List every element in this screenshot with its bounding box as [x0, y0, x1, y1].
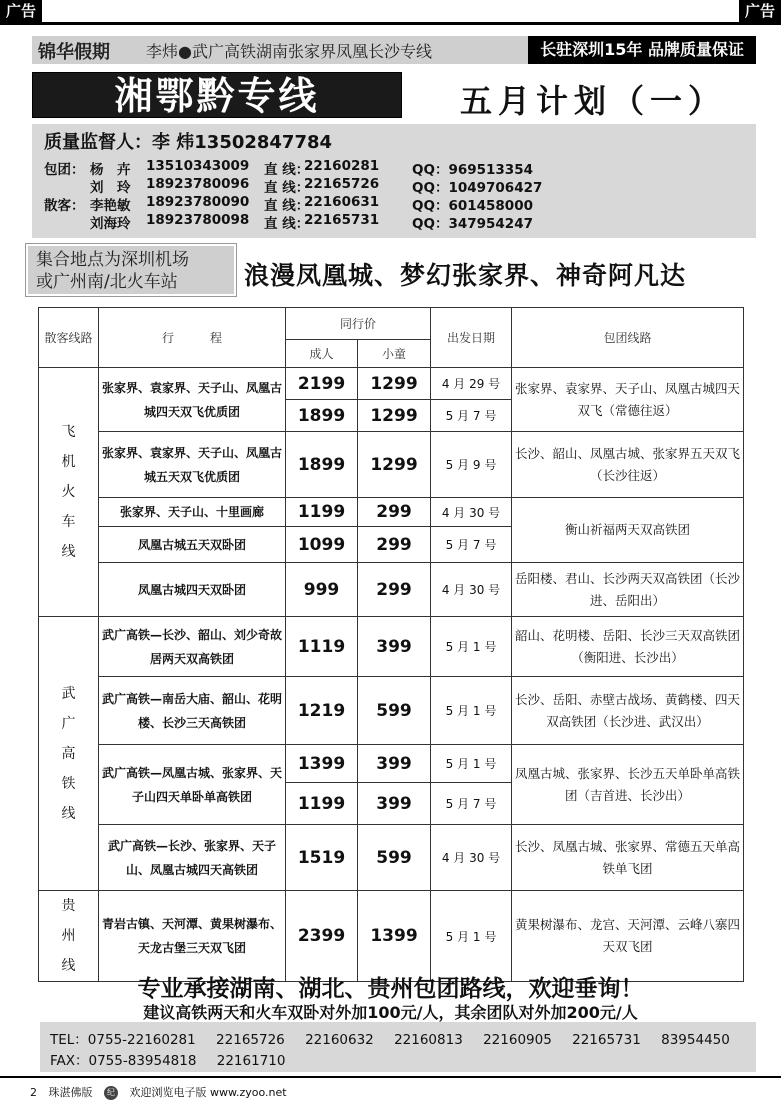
tel-number: 22160813 — [394, 1032, 463, 1048]
header-adult: 成人 — [286, 340, 358, 368]
adult-price: 1899 — [286, 432, 358, 498]
footer-headline: 专业承接湖南、湖北、贵州包团路线，欢迎垂询！ — [137, 976, 644, 1002]
contact-box — [32, 124, 756, 238]
table-row — [39, 617, 744, 677]
header-category: 散客线路 — [39, 308, 99, 368]
departure-date: 5 月 1 号 — [431, 891, 512, 982]
group-route: 凤凰古城、张家界、长沙五天单卧单高铁团（吉首进、长沙出） — [512, 745, 744, 825]
direct-label: 直 线： — [264, 162, 310, 178]
adult-price: 2399 — [286, 891, 358, 982]
itinerary-cell: 武广高铁—长沙、韶山、刘少奇故居两天双高铁团 — [99, 617, 286, 677]
departure-date: 5 月 7 号 — [431, 783, 512, 825]
child-price: 1299 — [358, 368, 431, 400]
page-title: 湘鄂黔专线 — [114, 73, 320, 118]
contact-name: 刘海玲 — [90, 216, 131, 232]
departure-date: 4 月 30 号 — [431, 563, 512, 617]
departure-date: 5 月 1 号 — [431, 677, 512, 745]
header-price: 同行价 — [286, 308, 431, 340]
table-row — [39, 677, 744, 745]
departure-date: 5 月 1 号 — [431, 617, 512, 677]
contact-name: 刘 玲 — [90, 180, 131, 196]
supervisor: 质量监督人：李 炜13502847784 — [44, 132, 333, 153]
table-row — [39, 825, 744, 891]
itinerary-cell: 武广高铁—南岳大庙、韶山、花明楼、长沙三天高铁团 — [99, 677, 286, 745]
itinerary-cell: 凤凰古城五天双卧团 — [99, 527, 286, 563]
phone-box — [40, 1022, 756, 1072]
tel-row — [50, 1028, 746, 1048]
adult-price: 1199 — [286, 783, 358, 825]
site-label[interactable]: 欢迎浏览电子版 www.zyoo.net — [129, 1086, 287, 1099]
child-price: 599 — [358, 825, 431, 891]
fax-label: FAX：0755-83954818 — [50, 1053, 197, 1069]
meeting-point-line: 或广州南/北火车站 — [36, 272, 178, 292]
itinerary-cell: 张家界、袁家界、天子山、凤凰古城四天双飞优质团 — [99, 368, 286, 432]
group-route: 长沙、岳阳、赤壁古战场、黄鹤楼、四天双高铁团（长沙进、武汉出） — [512, 677, 744, 745]
fax-number: 22161710 — [216, 1053, 286, 1069]
itinerary-cell: 武广高铁—凤凰古城、张家界、天子山四天单卧单高铁团 — [99, 745, 286, 825]
table-header-row — [39, 308, 744, 340]
tel-number: 22160905 — [483, 1032, 552, 1048]
contact-qq: QQ：969513354 — [412, 162, 533, 178]
meeting-point-line: 集合地点为深圳机场 — [36, 250, 189, 270]
itinerary-cell: 青岩古镇、天河潭、黄果树瀑布、天龙古堡三天双飞团 — [99, 891, 286, 982]
group-route: 长沙、凤凰古城、张家界、常德五天单高铁单飞团 — [512, 825, 744, 891]
contact-mobile: 18923780098 — [146, 212, 250, 228]
contact-direct: 22160631 — [304, 194, 380, 210]
child-price: 1399 — [358, 891, 431, 982]
group-route: 黄果树瀑布、龙宫、天河潭、云峰八寨四天双飞团 — [512, 891, 744, 982]
contact-type: 包团： — [44, 162, 85, 178]
child-price: 399 — [358, 783, 431, 825]
direct-label: 直 线： — [264, 198, 310, 214]
adult-price: 1119 — [286, 617, 358, 677]
contact-direct: 22165731 — [304, 212, 380, 228]
child-price: 299 — [358, 498, 431, 527]
adult-price: 1399 — [286, 745, 358, 783]
departure-date: 5 月 7 号 — [431, 400, 512, 432]
header-date: 出发日期 — [431, 308, 512, 368]
departure-date: 4 月 30 号 — [431, 825, 512, 891]
adult-price: 1199 — [286, 498, 358, 527]
itinerary-table — [38, 307, 744, 982]
table-row — [39, 891, 744, 982]
itinerary-cell: 武广高铁—长沙、张家界、天子山、凤凰古城四天高铁团 — [99, 825, 286, 891]
adult-price: 999 — [286, 563, 358, 617]
edition-label: 珠湛佛版 — [48, 1086, 93, 1099]
contact-direct: 22165726 — [304, 176, 380, 192]
contact-mobile: 13510343009 — [146, 158, 250, 174]
contact-name: 李艳敏 — [90, 198, 131, 214]
contact-qq: QQ：347954247 — [412, 216, 533, 232]
contact-direct: 22160281 — [304, 158, 380, 174]
meeting-point-box — [26, 244, 236, 296]
tel-label: TEL：0755-22160281 — [50, 1032, 196, 1048]
adult-price: 1899 — [286, 400, 358, 432]
plan-title: 五月计划（一） — [460, 82, 727, 120]
departure-date: 5 月 9 号 — [431, 432, 512, 498]
header-itinerary: 行 程 — [99, 308, 286, 368]
category-cell: 武广高铁线 — [39, 617, 99, 891]
header-group: 包团线路 — [512, 308, 744, 368]
table-row — [39, 745, 744, 783]
page-number: 2 — [30, 1086, 37, 1099]
circle-badge-icon: 纪 — [104, 1086, 118, 1100]
tel-number: 83954450 — [661, 1032, 730, 1048]
tel-number: 22165731 — [572, 1032, 641, 1048]
group-route: 张家界、袁家界、天子山、凤凰古城四天双飞（常德往返） — [512, 368, 744, 432]
group-route: 韶山、花明楼、岳阳、长沙三天双高铁团（衡阳进、长沙出） — [512, 617, 744, 677]
adult-price: 1219 — [286, 677, 358, 745]
contact-qq: QQ：1049706427 — [412, 180, 543, 196]
child-price: 599 — [358, 677, 431, 745]
itinerary-cell: 张家界、天子山、十里画廊 — [99, 498, 286, 527]
footer-note: 建议高铁两天和火车双卧对外加100元/人，其余团队对外加200元/人 — [143, 1003, 638, 1022]
tagline: 长驻深圳15年 品牌质量保证 — [528, 36, 756, 64]
top-divider — [0, 22, 781, 25]
meeting-point-text — [36, 249, 226, 293]
fax-row — [50, 1049, 301, 1069]
departure-date: 5 月 7 号 — [431, 527, 512, 563]
ad-label-right: 广告 — [739, 0, 781, 22]
table-row — [39, 498, 744, 527]
route-text: 李炜●武广高铁湖南张家界凤凰长沙专线 — [146, 42, 432, 61]
group-route: 岳阳楼、君山、长沙两天双高铁团（长沙进、岳阳出） — [512, 563, 744, 617]
adult-price: 2199 — [286, 368, 358, 400]
child-price: 399 — [358, 745, 431, 783]
page-footer — [30, 1084, 295, 1100]
category-cell: 贵州线 — [39, 891, 99, 982]
direct-label: 直 线： — [264, 216, 310, 232]
contact-qq: QQ：601458000 — [412, 198, 533, 214]
child-price: 299 — [358, 527, 431, 563]
tel-number: 22160632 — [305, 1032, 374, 1048]
table-row — [39, 368, 744, 400]
group-route: 长沙、韶山、凤凰古城、张家界五天双飞（长沙往返） — [512, 432, 744, 498]
category-cell: 飞机火车线 — [39, 368, 99, 617]
contact-type: 散客： — [44, 198, 85, 214]
adult-price: 1099 — [286, 527, 358, 563]
child-price: 299 — [358, 563, 431, 617]
itinerary-cell: 凤凰古城四天双卧团 — [99, 563, 286, 617]
child-price: 1299 — [358, 400, 431, 432]
brand-name: 锦华假期 — [38, 42, 110, 63]
header-banner — [32, 36, 756, 64]
group-route: 衡山祈福两天双高铁团 — [512, 498, 744, 563]
bottom-divider — [0, 1076, 781, 1078]
table-row — [39, 563, 744, 617]
direct-label: 直 线： — [264, 180, 310, 196]
departure-date: 4 月 30 号 — [431, 498, 512, 527]
contact-mobile: 18923780090 — [146, 194, 250, 210]
contact-name: 杨 卉 — [90, 162, 131, 178]
table-row — [39, 432, 744, 498]
slogan: 浪漫凤凰城、梦幻张家界、神奇阿凡达 — [244, 261, 687, 290]
child-price: 1299 — [358, 432, 431, 498]
child-price: 399 — [358, 617, 431, 677]
adult-price: 1519 — [286, 825, 358, 891]
itinerary-cell: 张家界、袁家界、天子山、凤凰古城五天双飞优质团 — [99, 432, 286, 498]
contact-mobile: 18923780096 — [146, 176, 250, 192]
departure-date: 4 月 29 号 — [431, 368, 512, 400]
tel-number: 22165726 — [216, 1032, 285, 1048]
departure-date: 5 月 1 号 — [431, 745, 512, 783]
ad-label-left: 广告 — [0, 0, 42, 22]
title-box — [32, 72, 402, 118]
header-child: 小童 — [358, 340, 431, 368]
